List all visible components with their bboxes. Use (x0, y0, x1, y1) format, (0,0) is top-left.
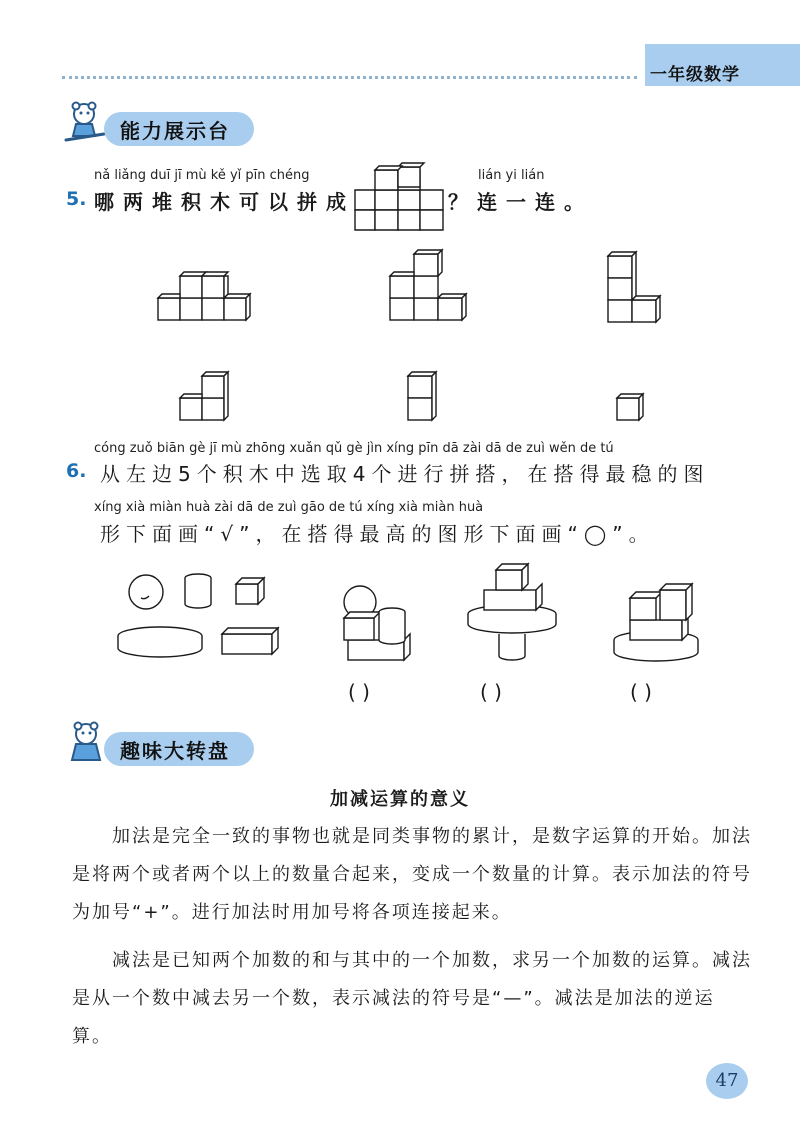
q6-number: 6. (66, 460, 87, 482)
cylinder-icon (185, 574, 211, 608)
header-dotted-rule (62, 76, 637, 79)
q6-text-line2: 形下面画“√”，在搭得最高的图形下面画“◯”。 (100, 522, 655, 546)
page-number: 47 (706, 1063, 748, 1099)
disc-icon (118, 627, 202, 657)
sphere-icon (129, 575, 163, 609)
block-option-4 (180, 372, 228, 420)
cube-icon (236, 578, 264, 604)
q6-text-line1: 从左边5个积木中选取4个进行拼搭，在搭得最稳的图 (100, 462, 710, 486)
combo-figure-1 (344, 586, 410, 660)
block-option-6 (617, 394, 643, 420)
block-option-1 (158, 272, 250, 320)
article-title: 加减运算的意义 (330, 789, 470, 810)
answer-paren-1[interactable]: ( ) (348, 680, 370, 704)
q5-text-a: 哪两堆积木可以拼成 (94, 190, 355, 214)
section-title: 能力展示台 (120, 118, 230, 143)
bear-mascot-icon (64, 720, 110, 766)
block-option-5 (408, 372, 436, 420)
grade-label: 一年级数学 (650, 65, 740, 85)
q5-text-b: ？连一连。 (448, 190, 593, 214)
cuboid-icon (222, 628, 278, 654)
block-option-2 (390, 250, 466, 320)
combo-figure-3 (614, 584, 698, 661)
section-title: 趣味大转盘 (120, 738, 230, 763)
answer-paren-2[interactable]: ( ) (480, 680, 502, 704)
combo-figure-2 (468, 564, 556, 660)
target-block-shape (355, 163, 443, 230)
bear-skier-mascot-icon (62, 100, 108, 146)
article-paragraph-1: 加法是完全一致的事物也就是同类事物的累计，是数字运算的开始。加法是将两个或者两个以上的数量合起来，变成一个数量的计算。表示加法的符号为加号“+”。进行加法时用加号将各项连接起来。 (72, 826, 752, 923)
q5-number: 5. (66, 188, 87, 210)
q5-pinyin-a: nǎ liǎng duī jī mù kě yǐ pīn chéng (94, 168, 310, 183)
section-banner-fun (104, 732, 254, 766)
section-banner-ability (104, 112, 254, 146)
q5-block-figures (0, 150, 800, 450)
q6-pinyin-line1: cóng zuǒ biān gè jī mù zhōng xuǎn qǔ gè jìn xíng pīn dā zài dā de zuì wěn de tú (94, 441, 614, 456)
block-option-3 (608, 252, 660, 322)
article-paragraph-2: 减法是已知两个加数的和与其中的一个加数，求另一个加数的运算。减法是从一个数中减去另一个数，表示减法的符号是“—”。减法是加法的逆运算。 (72, 950, 752, 1047)
q6-shapes-figures (0, 560, 800, 670)
answer-paren-3[interactable]: ( ) (630, 680, 652, 704)
q5-pinyin-b: lián yi lián (478, 168, 545, 183)
q6-pinyin-line2: xíng xià miàn huà zài dā de zuì gāo de tú xíng xià miàn huà (94, 500, 484, 515)
